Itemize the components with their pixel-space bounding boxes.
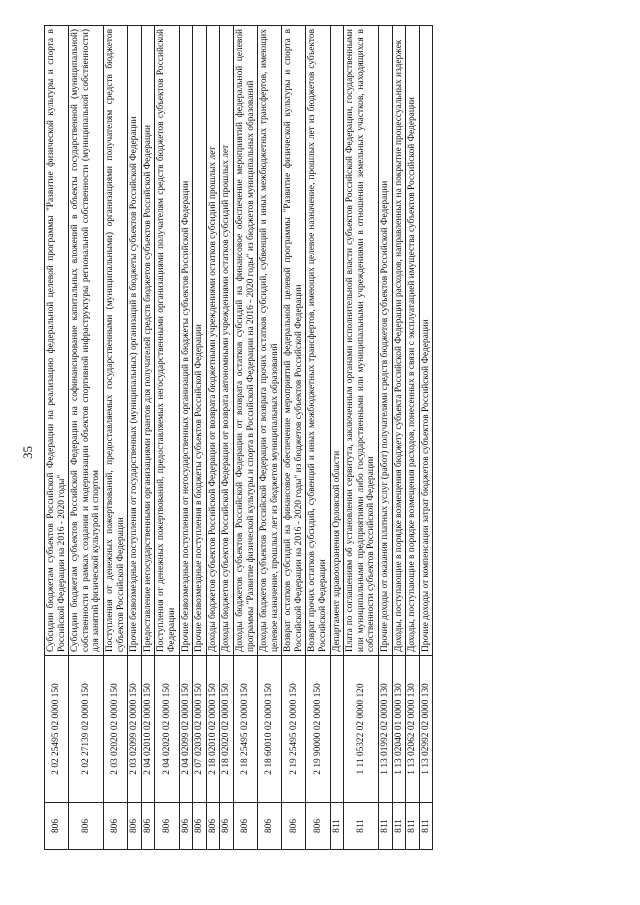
admin-code-cell: 806 xyxy=(206,803,220,850)
budget-classification-code-cell: 2 04 02099 02 0000 150 xyxy=(179,656,193,803)
table-row xyxy=(220,26,234,850)
admin-code-cell: 806 xyxy=(141,803,155,850)
table-row xyxy=(193,26,207,850)
admin-code-cell: 806 xyxy=(258,803,282,850)
income-name-cell: Доходы бюджетов субъектов Российской Федерации от возврата остатков субсидий на финансовое обеспечение мероприятий федеральной целевой программы "Развитие физической культуры и спорта в Российской Федерации на 2016 - 2020 годы" из бюджетов муниципальных образований xyxy=(233,26,257,656)
admin-code-cell: 806 xyxy=(103,803,127,850)
table-row xyxy=(103,26,127,850)
admin-code-cell: 811 xyxy=(379,803,393,850)
income-name-cell: Прочие доходы от компенсации затрат бюджетов субъектов Российской Федерации xyxy=(419,26,433,656)
admin-code-cell: 806 xyxy=(128,803,142,850)
budget-classification-code-cell: 2 18 02020 02 0000 150 xyxy=(220,656,234,803)
admin-code-cell: 811 xyxy=(419,803,433,850)
income-name-cell: Департамент здравоохранения Орловской области xyxy=(330,26,344,656)
admin-code-cell: 811 xyxy=(344,803,379,850)
table-row xyxy=(282,26,306,850)
table-row xyxy=(155,26,179,850)
income-name-cell: Возврат прочих остатков субсидий, субвенций и иных межбюджетных трансфертов, имеющих целевое назначение, прошлых лет из бюджетов субъектов Российской Федерации xyxy=(306,26,330,656)
budget-classification-code-cell: 2 18 60010 02 0000 150 xyxy=(258,656,282,803)
admin-code-cell: 806 xyxy=(155,803,179,850)
income-name-cell: Доходы бюджетов субъектов Российской Федерации от возврата бюджетными учреждениями остатков субсидий прошлых лет xyxy=(206,26,220,656)
income-name-cell: Поступления от денежных пожертвований, предоставляемых государственными (муниципальными) организациями получателям средств бюджетов субъектов Российской Федерации xyxy=(103,26,127,656)
table-row xyxy=(141,26,155,850)
budget-classification-code-cell xyxy=(330,656,344,803)
budget-classification-code-cell: 2 19 25495 02 0000 150 xyxy=(282,656,306,803)
budget-classification-code-cell: 1 13 02062 02 0000 130 xyxy=(406,656,420,803)
income-name-cell: Доходы бюджетов субъектов Российской Федерации от возврата прочих остатков субсидий, субвенций и иных межбюджетных трансфертов, имеющих целевое назначение, прошлых лет из бюджетов муниципальных образований xyxy=(258,26,282,656)
budget-classification-code-cell: 2 03 02020 02 0000 150 xyxy=(103,656,127,803)
admin-code-cell: 806 xyxy=(282,803,306,850)
budget-classification-code-cell: 2 18 25495 02 0000 150 xyxy=(233,656,257,803)
table-row xyxy=(344,26,379,850)
income-name-cell: Прочие безвозмездные поступления в бюджеты субъектов Российской Федерации xyxy=(193,26,207,656)
income-name-cell: Прочие доходы от оказания платных услуг (работ) получателями средств бюджетов субъектов Российской Федерации xyxy=(379,26,393,656)
table-row xyxy=(379,26,393,850)
table-row xyxy=(69,26,104,850)
budget-classification-code-cell: 1 13 02040 01 0000 130 xyxy=(392,656,406,803)
budget-classification-code-cell: 2 03 02099 02 0000 150 xyxy=(128,656,142,803)
table-row xyxy=(206,26,220,850)
income-name-cell: Доходы, поступающие в порядке возмещения бюджету субъекта Российской Федерации расходов, направленных на покрытие процессуальных издержек xyxy=(392,26,406,656)
income-name-cell: Прочие безвозмездные поступления от негосударственных организаций в бюджеты субъектов Российской Федерации xyxy=(179,26,193,656)
table-row xyxy=(306,26,330,850)
table-row xyxy=(179,26,193,850)
admin-code-cell: 811 xyxy=(330,803,344,850)
admin-code-cell: 806 xyxy=(45,803,69,850)
income-name-cell: Субсидии бюджетам субъектов Российской Федерации на софинансирование капитальных вложений в объекты государственной (муниципальной) собственности в рамках создания и модернизации объектов спортивной инфраструктуры региональной собственности (муниципальной собственности) для занятий физической культурой и спортом xyxy=(69,26,104,656)
table-row xyxy=(128,26,142,850)
income-codes-table xyxy=(44,25,433,850)
budget-classification-code-cell: 1 13 02992 02 0000 130 xyxy=(419,656,433,803)
budget-classification-code-cell: 1 11 05322 02 0000 120 xyxy=(344,656,379,803)
budget-classification-code-cell: 2 07 02030 02 0000 150 xyxy=(193,656,207,803)
income-name-cell: Поступления от денежных пожертвований, предоставляемых негосударственными организациями получателям средств бюджетов субъектов Российской Федерации xyxy=(155,26,179,656)
admin-code-cell: 811 xyxy=(406,803,420,850)
budget-classification-code-cell: 2 04 02010 02 0000 150 xyxy=(141,656,155,803)
table-row xyxy=(392,26,406,850)
income-name-cell: Предоставление негосударственными организациями грантов для получателей средств бюджетов субъектов Российской Федерации xyxy=(141,26,155,656)
table-row xyxy=(406,26,420,850)
income-name-cell: Плата по соглашениям об установлении сервитута, заключенным органами исполнительной власти субъектов Российской Федерации, государственными или муниципальными предприятиями либо государственными или муниципальными учреждениями в отношении земельных участков, находящихся в собственности субъектов Российской Федерации xyxy=(344,26,379,656)
budget-classification-code-cell: 2 02 27139 02 0000 150 xyxy=(69,656,104,803)
admin-code-cell: 806 xyxy=(179,803,193,850)
income-name-cell: Доходы бюджетов субъектов Российской Федерации от возврата автономными учреждениями остатков субсидий прошлых лет xyxy=(220,26,234,656)
admin-code-cell: 806 xyxy=(193,803,207,850)
income-name-cell: Субсидии бюджетам субъектов Российской Федерации на реализацию федеральной целевой программы "Развитие физической культуры и спорта в Российской Федерации на 2016 - 2020 годы" xyxy=(45,26,69,656)
admin-code-cell: 806 xyxy=(233,803,257,850)
admin-code-cell: 806 xyxy=(306,803,330,850)
admin-code-cell: 806 xyxy=(69,803,104,850)
page-number: 35 xyxy=(20,446,35,459)
table-row xyxy=(419,26,433,850)
budget-classification-code-cell: 1 13 01992 02 0000 130 xyxy=(379,656,393,803)
admin-code-cell: 806 xyxy=(220,803,234,850)
income-name-cell: Прочие безвозмездные поступления от государственных (муниципальных) организаций в бюджеты субъектов Российской Федерации xyxy=(128,26,142,656)
table-row xyxy=(45,26,69,850)
table-row xyxy=(330,26,344,850)
budget-classification-code-cell: 2 19 90000 02 0000 150 xyxy=(306,656,330,803)
budget-classification-code-cell: 2 04 02020 02 0000 150 xyxy=(155,656,179,803)
admin-code-cell: 811 xyxy=(392,803,406,850)
budget-classification-code-cell: 2 02 25495 02 0000 150 xyxy=(45,656,69,803)
income-name-cell: Доходы, поступающие в порядке возмещения расходов, понесенных в связи с эксплуатацией имущества субъектов Российской Федерации xyxy=(406,26,420,656)
table-row xyxy=(233,26,257,850)
table-body xyxy=(45,26,433,850)
table-row xyxy=(258,26,282,850)
budget-classification-code-cell: 2 18 02010 02 0000 150 xyxy=(206,656,220,803)
income-name-cell: Возврат остатков субсидий на финансовое обеспечение мероприятий федеральной целевой программы "Развитие физической культуры и спорта в Российской Федерации на 2016 - 2020 годы" из бюджетов субъектов Российской Федерации xyxy=(282,26,306,656)
